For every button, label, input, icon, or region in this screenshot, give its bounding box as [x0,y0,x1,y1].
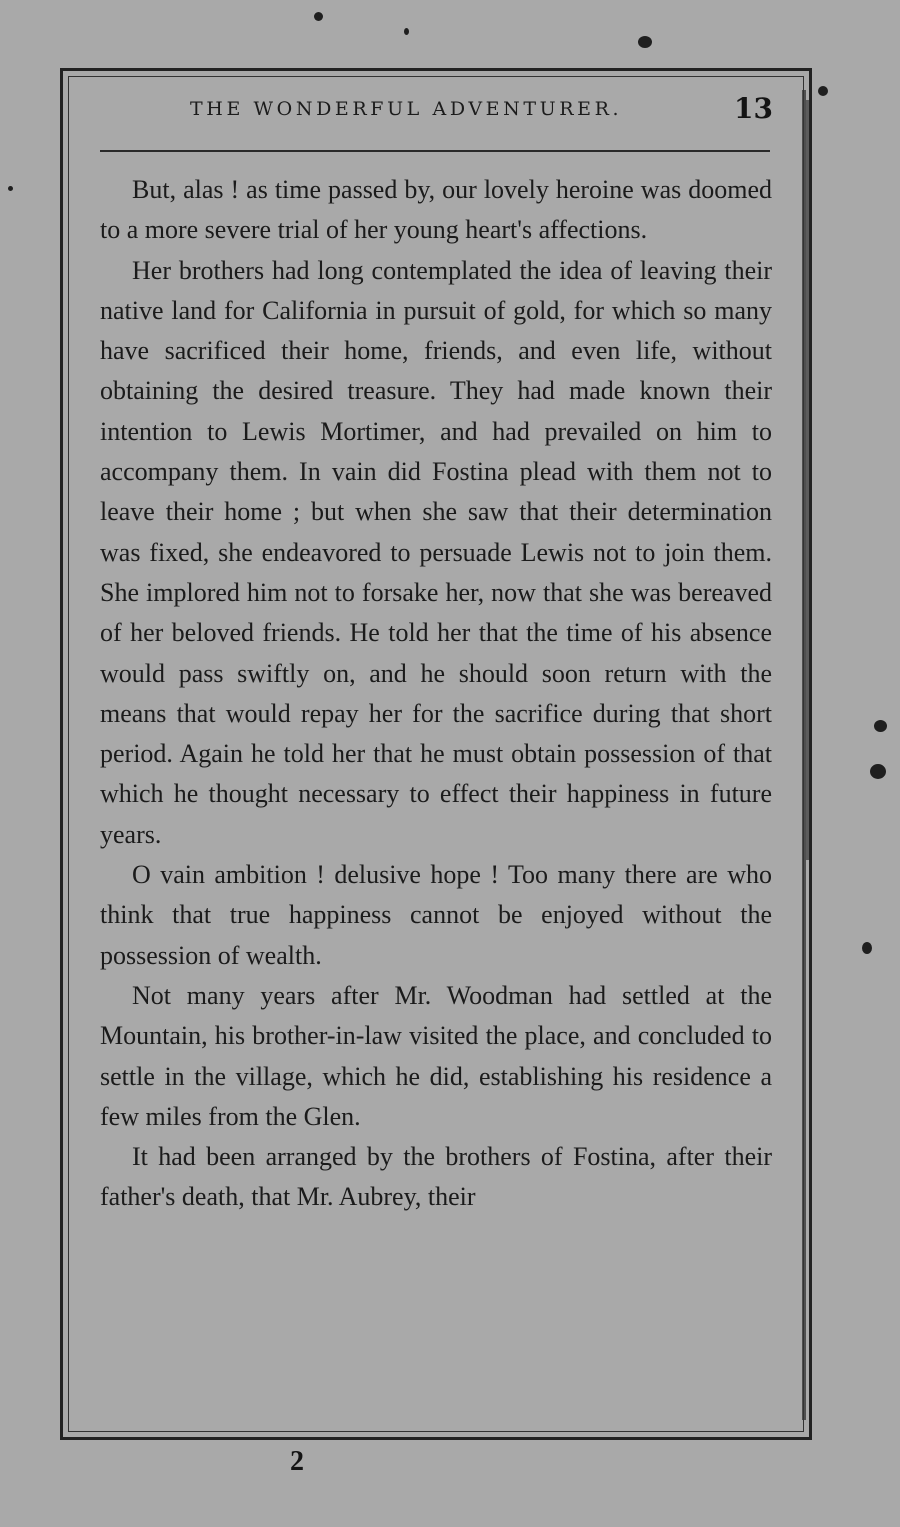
scan-speck [638,36,652,48]
page-number: 13 [734,92,773,125]
paragraph: It had been arranged by the brothers of Fostina, after their father's death, that Mr. Aubrey, their [100,1142,772,1212]
scan-speck [404,28,409,35]
scan-speck [874,720,887,732]
running-header [100,92,775,132]
paragraph: Not many years after Mr. Woodman had settled at the Mountain, his brother-in-law visited the place, and concluded to settle in the village, which he did, establishing his residence a few miles from the Glen. [100,980,772,1131]
paragraph: But, alas ! as time passed by, our lovely heroine was doomed to a more severe trial of her young heart's affections. [100,175,772,245]
paragraph: Her brothers had long contemplated the idea of leaving their native land for California in pursuit of gold, for which so many have sacrificed their home, friends, and even life, without obtaining the desired treasure. They had made known their intention to Lewis Mortimer, and had prevailed on him to accompany them. In vain did Fostina plead with them not to leave their home ; but when she saw that their determination was fixed, she endeavored to persuade Lewis not to join them. She implored him not to forsake her, now that she was bereaved of her beloved friends. He told her that the time of his absence would pass swiftly on, and he should soon return with the means that would repay her for the sacrifice during that short period. Again he told her that he must obtain possession of that which he thought necessary to effect their happiness in future years. [100,255,772,849]
scan-speck [818,86,828,96]
body-text [100,170,772,1218]
scan-speck [862,942,872,954]
scan-speck [8,186,13,191]
running-title: THE WONDERFUL ADVENTURER. [190,98,623,120]
paragraph: O vain ambition ! delusive hope ! Too many there are who think that true happiness cannot be enjoyed without the possession of wealth. [100,860,772,970]
signature-mark: 2 [290,1446,304,1477]
header-rule [100,150,770,152]
scan-speck [870,764,886,779]
scan-speck [314,12,323,21]
